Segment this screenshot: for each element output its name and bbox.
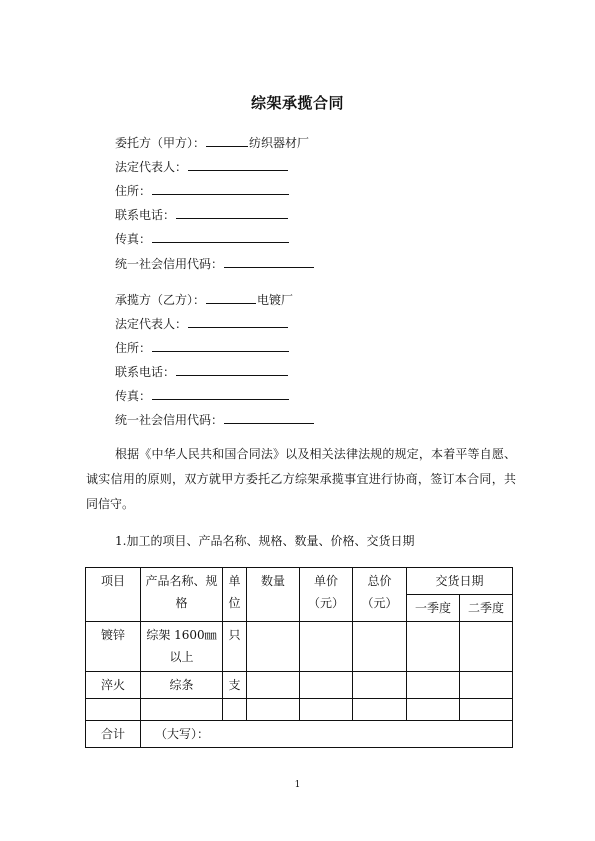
cell-item: 镀锌 [86,622,141,672]
field-blank [224,411,314,424]
party-a-name: 纺织器材厂 [249,136,310,150]
party-b-label: 承揽方（乙方）： [115,293,206,307]
party-b-line [115,291,293,308]
cell-q1 [407,672,460,699]
field-label: 传真： [115,232,152,246]
header-unit-price-unit: （元） [307,596,344,610]
field-label: 法定代表人： [115,160,188,174]
table-row [86,622,513,672]
field-blank [176,206,288,219]
field-label: 住所： [115,184,152,198]
field-label: 统一社会信用代码： [115,257,224,271]
items-table [85,567,513,748]
cell-quantity [247,622,300,672]
field-label: 法定代表人： [115,317,188,331]
preamble-paragraph: 根据《中华人民共和国合同法》以及相关法律法规的规定，本着平等自愿、诚实信用的原则，双方就甲方委托乙方综架承揽事宜进行协商，签订本合同，共同信守。 [86,447,516,511]
field-blank [152,387,289,400]
cell-product [141,699,223,721]
party-a-representative [115,158,289,175]
field-label: 联系电话： [115,365,176,379]
header-delivery: 交货日期 [407,568,513,595]
total-value: （大写）： [141,721,513,748]
cell-total [353,672,407,699]
document-title: 综架承揽合同 [250,94,344,112]
header-total-label: 总价 [367,574,392,588]
table-row [86,699,513,721]
header-product: 产品名称、规格 [141,568,223,622]
cell-q1 [407,622,460,672]
cell-total [353,699,407,721]
header-unit: 单位 [223,568,247,622]
party-a-address [115,182,290,199]
page-number: 1 [294,780,301,790]
cell-quantity [247,672,300,699]
field-blank [152,339,289,352]
header-unit-price [300,568,353,622]
field-blank [152,182,289,195]
cell-quantity [247,699,300,721]
cell-unit-price [300,672,353,699]
header-quantity: 数量 [247,568,300,622]
party-a-name-blank [206,134,248,147]
section-1-heading: 1.加工的项目、产品名称、规格、数量、价格、交货日期 [115,534,415,548]
party-a-phone [115,206,289,223]
header-q1: 一季度 [407,595,460,622]
cell-unit-price [300,622,353,672]
party-b-name: 电镀厂 [257,293,294,307]
party-a-label: 委托方（甲方）： [115,136,206,150]
cell-product: 综条 [141,672,223,699]
cell-total [353,622,407,672]
field-blank [176,363,288,376]
party-b-fax [115,387,290,404]
cell-unit: 支 [223,672,247,699]
header-total [353,568,407,622]
field-blank [152,230,289,243]
party-b-address [115,339,290,356]
party-a-fax [115,230,290,247]
table-row [86,672,513,699]
party-a-credit-code [115,255,315,272]
header-unit-price-label: 单价 [313,574,338,588]
field-label: 统一社会信用代码： [115,413,224,427]
field-label: 传真： [115,389,152,403]
party-b-representative [115,315,289,332]
field-label: 联系电话： [115,208,176,222]
cell-item [86,699,141,721]
cell-unit: 只 [223,622,247,672]
table-total-row [86,721,513,748]
header-item: 项目 [86,568,141,622]
cell-unit [223,699,247,721]
cell-item: 淬火 [86,672,141,699]
party-b-phone [115,363,289,380]
cell-q2 [460,672,513,699]
table-header-row-1 [86,568,513,595]
field-blank [188,315,288,328]
field-blank [188,158,288,171]
total-label: 合计 [86,721,141,748]
party-b-credit-code [115,411,315,428]
header-total-unit: （元） [361,596,398,610]
cell-q1 [407,699,460,721]
header-q2: 二季度 [460,595,513,622]
field-label: 住所： [115,341,152,355]
cell-q2 [460,699,513,721]
cell-q2 [460,622,513,672]
party-a-line [115,134,309,151]
cell-product: 综架 1600㎜ 以上 [141,622,223,672]
party-b-name-blank [206,291,256,304]
cell-unit-price [300,699,353,721]
field-blank [224,255,314,268]
